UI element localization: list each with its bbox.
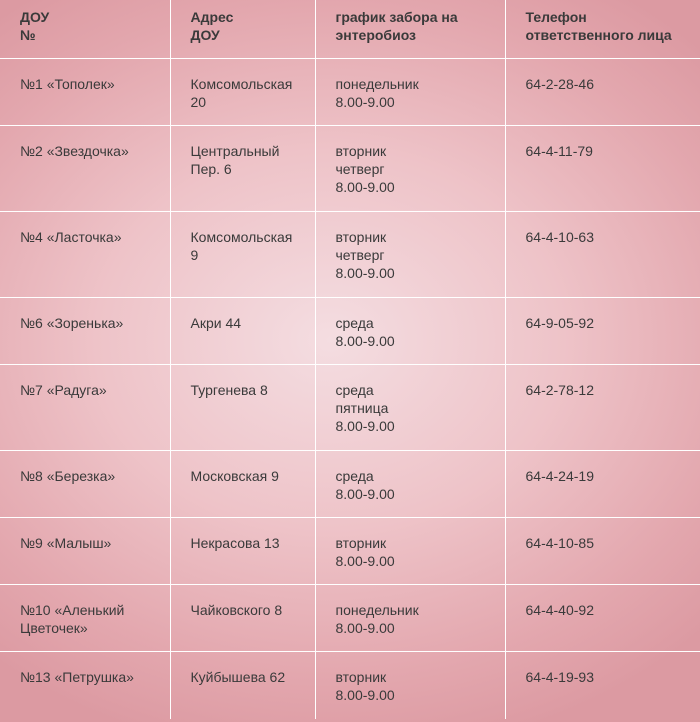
schedule-cell: среда 8.00-9.00 (315, 297, 505, 364)
kindergarten-name-cell: №9 «Малыш» (0, 517, 170, 584)
kindergarten-name-cell: №7 «Радуга» (0, 364, 170, 450)
phone-cell: 64-2-78-12 (505, 364, 700, 450)
table-header-row (0, 0, 700, 58)
phone-cell: 64-4-11-79 (505, 125, 700, 211)
phone-cell: 64-2-28-46 (505, 58, 700, 125)
schedule-cell: вторник четверг 8.00-9.00 (315, 125, 505, 211)
header-contact-phone: Телефон ответственного лица (505, 0, 700, 58)
address-cell: Некрасова 13 (170, 517, 315, 584)
address-cell: Комсомольская 20 (170, 58, 315, 125)
table-row (0, 364, 700, 450)
schedule-cell: среда 8.00-9.00 (315, 450, 505, 517)
table-row (0, 58, 700, 125)
kindergarten-name-cell: №10 «Аленький Цветочек» (0, 584, 170, 651)
phone-cell: 64-4-10-85 (505, 517, 700, 584)
table-row (0, 297, 700, 364)
address-cell: Московская 9 (170, 450, 315, 517)
address-cell: Куйбышева 62 (170, 651, 315, 719)
schedule-cell: вторник 8.00-9.00 (315, 651, 505, 719)
header-test-schedule: график забора на энтеробиоз (315, 0, 505, 58)
kindergarten-name-cell: №1 «Тополек» (0, 58, 170, 125)
schedule-cell: понедельник 8.00-9.00 (315, 58, 505, 125)
schedule-cell: вторник 8.00-9.00 (315, 517, 505, 584)
table-row (0, 517, 700, 584)
kindergarten-name-cell: №8 «Березка» (0, 450, 170, 517)
table-row (0, 584, 700, 651)
kindergarten-name-cell: №6 «Зоренька» (0, 297, 170, 364)
table-row (0, 651, 700, 719)
table-row (0, 125, 700, 211)
phone-cell: 64-4-24-19 (505, 450, 700, 517)
phone-cell: 64-4-19-93 (505, 651, 700, 719)
schedule-cell: вторник четверг 8.00-9.00 (315, 211, 505, 297)
table-row (0, 211, 700, 297)
address-cell: Комсомольская 9 (170, 211, 315, 297)
kindergarten-name-cell: №4 «Ласточка» (0, 211, 170, 297)
phone-cell: 64-4-40-92 (505, 584, 700, 651)
schedule-cell: понедельник 8.00-9.00 (315, 584, 505, 651)
phone-cell: 64-9-05-92 (505, 297, 700, 364)
kindergarten-name-cell: №13 «Петрушка» (0, 651, 170, 719)
schedule-cell: среда пятница 8.00-9.00 (315, 364, 505, 450)
phone-cell: 64-4-10-63 (505, 211, 700, 297)
address-cell: Акри 44 (170, 297, 315, 364)
kindergarten-name-cell: №2 «Звездочка» (0, 125, 170, 211)
table-row (0, 450, 700, 517)
address-cell: Чайковского 8 (170, 584, 315, 651)
header-address: Адрес ДОУ (170, 0, 315, 58)
address-cell: Центральный Пер. 6 (170, 125, 315, 211)
address-cell: Тургенева 8 (170, 364, 315, 450)
header-kindergarten-number: ДОУ № (0, 0, 170, 58)
